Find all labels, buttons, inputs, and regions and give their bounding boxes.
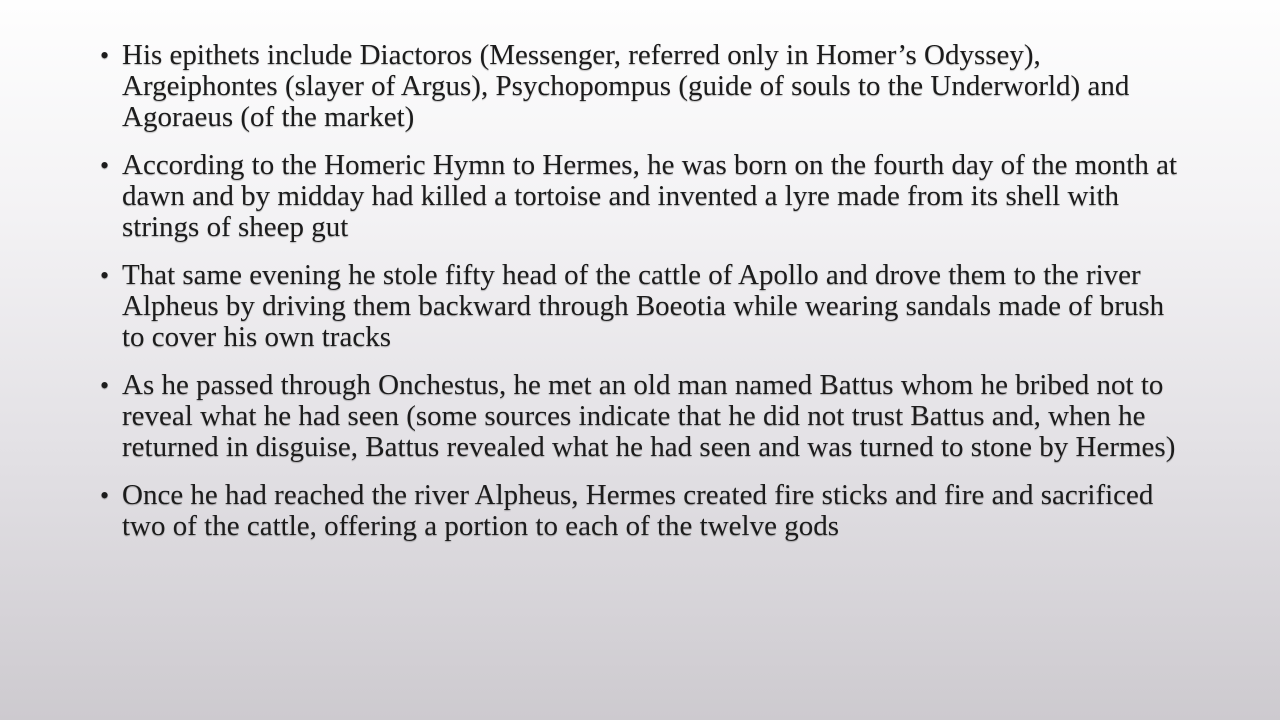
bullet-item xyxy=(100,480,1190,542)
bullet-text: As he passed through Onchestus, he met an old man named Battus whom he bribed not to reveal what he had seen (some sources indicate that he did not trust Battus and, when he returned in disguise, Battus revealed what he had seen and was turned to stone by Hermes) xyxy=(122,369,1176,463)
bullet-icon: • xyxy=(100,41,110,70)
bullet-text: Once he had reached the river Alpheus, Hermes created fire sticks and fire and sacrificed two of the cattle, offering a portion to each of the twelve gods xyxy=(122,479,1154,542)
bullet-item xyxy=(100,260,1190,353)
bullet-item xyxy=(100,40,1190,133)
bullet-icon: • xyxy=(100,371,110,400)
bullet-text: His epithets include Diactoros (Messenger, referred only in Homer’s Odyssey), Argeiphontes (slayer of Argus), Psychopompus (guide of souls to the Underworld) and Agoraeus (of the market) xyxy=(122,39,1130,133)
bullet-item xyxy=(100,150,1190,243)
bullet-icon: • xyxy=(100,261,110,290)
bullet-text: That same evening he stole fifty head of the cattle of Apollo and drove them to the river Alpheus by driving them backward through Boeotia while wearing sandals made of brush to cover his own tracks xyxy=(122,259,1165,353)
bullet-icon: • xyxy=(100,151,110,180)
bullet-item xyxy=(100,370,1190,463)
bullet-list xyxy=(100,40,1190,559)
bullet-text: According to the Homeric Hymn to Hermes, he was born on the fourth day of the month at dawn and by midday had killed a tortoise and invented a lyre made from its shell with strings of sheep gut xyxy=(122,149,1178,243)
bullet-icon: • xyxy=(100,481,110,510)
